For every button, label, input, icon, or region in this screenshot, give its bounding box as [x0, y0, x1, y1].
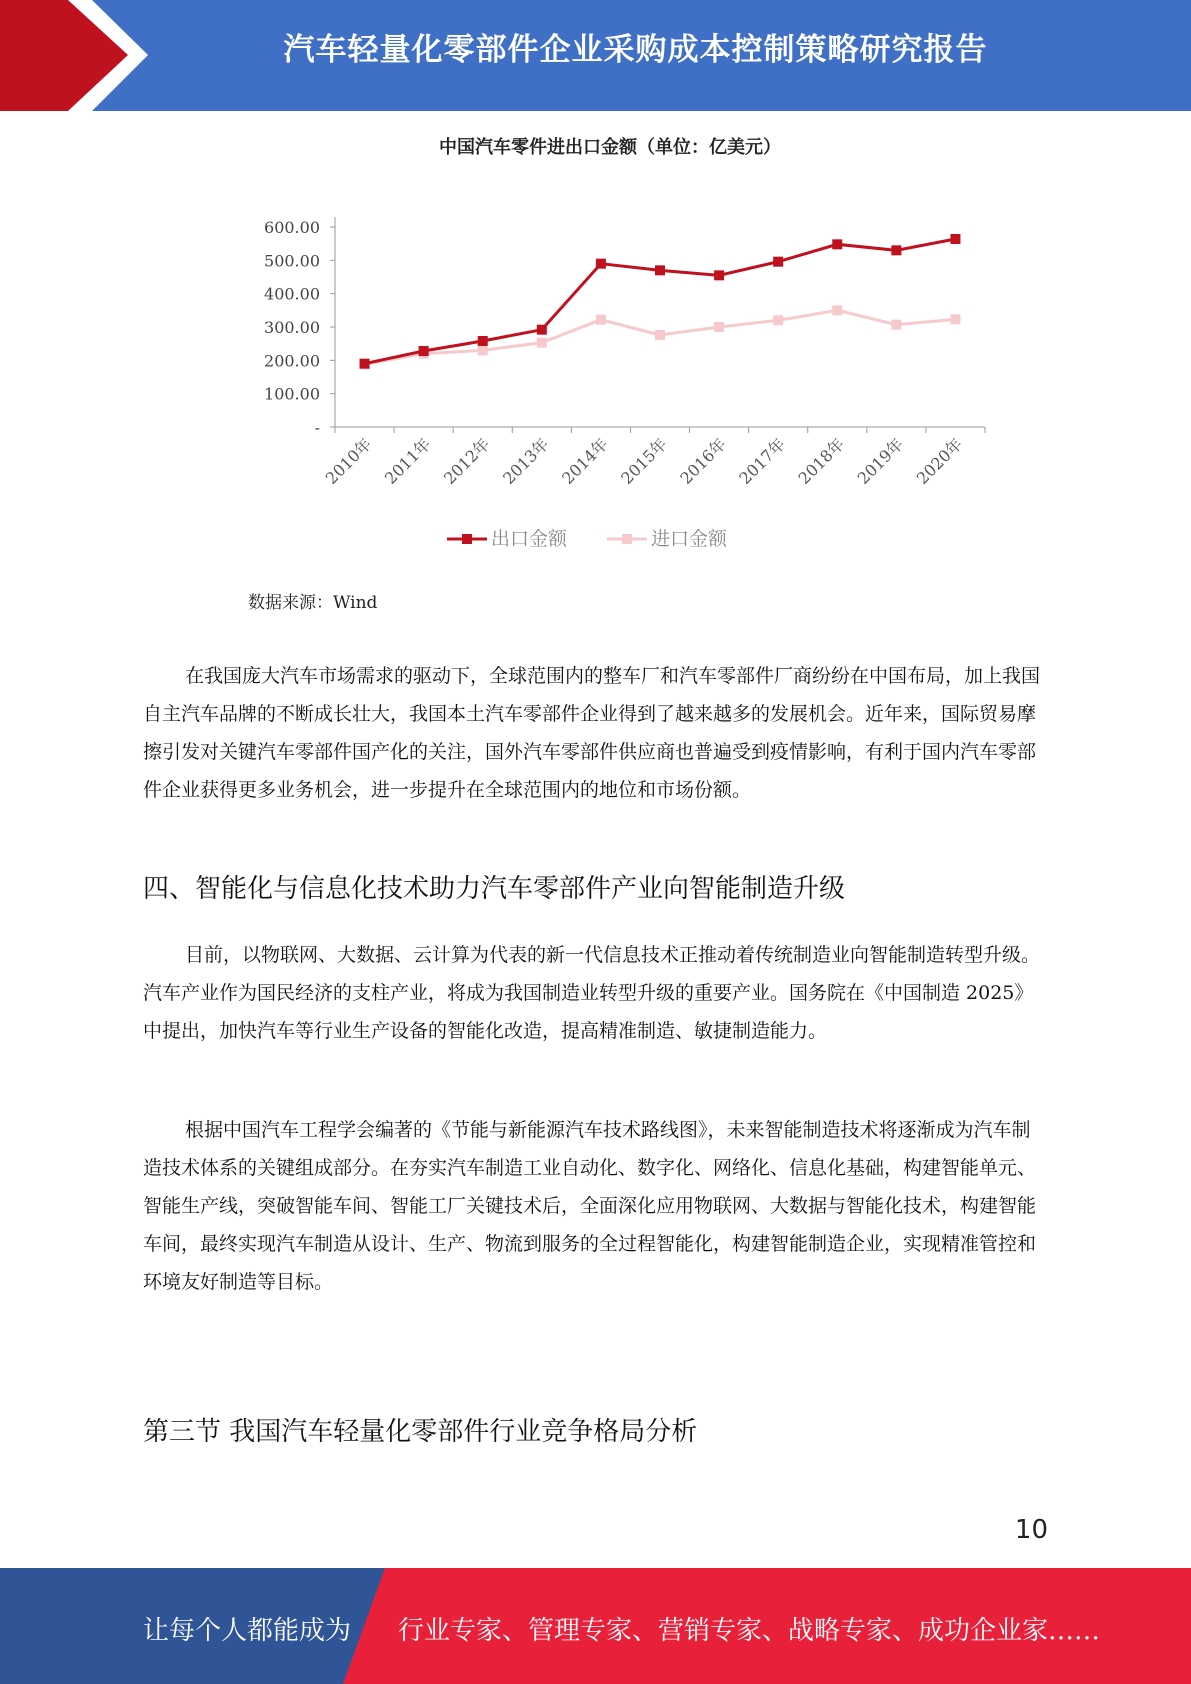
- data-point: [596, 315, 606, 325]
- x-tick-label: 2011年: [380, 434, 435, 488]
- x-tick-label: 2015年: [617, 434, 671, 488]
- data-point: [537, 338, 547, 348]
- trade-chart: [200, 135, 1020, 575]
- y-tick-label: 400.00: [264, 284, 320, 304]
- data-point: [773, 315, 783, 325]
- y-tick-label: 500.00: [264, 251, 320, 271]
- data-point: [891, 245, 901, 255]
- data-point: [714, 270, 724, 280]
- report-title: 汽车轻量化零部件企业采购成本控制策略研究报告: [283, 32, 988, 68]
- page-header: [0, 0, 1191, 111]
- data-source: 数据来源：Wind: [248, 593, 378, 613]
- section-heading-competition: 第三节 我国汽车轻量化零部件行业竞争格局分析: [143, 1417, 698, 1447]
- data-point: [950, 234, 960, 244]
- data-point: [537, 325, 547, 335]
- series-line: [365, 239, 956, 364]
- paragraph-info-tech: 目前，以物联网、大数据、云计算为代表的新一代信息技术正推动着传统制造业向智能制造转型升级。汽车产业作为国民经济的支柱产业，将成为我国制造业转型升级的重要产业。国务院在《中国制造 2025》中提出，加快汽车等行业生产设备的智能化改造，提高精准制造、敏捷制造能力。: [143, 944, 1041, 1042]
- paragraph-roadmap: 根据中国汽车工程学会编著的《节能与新能源汽车技术路线图》，未来智能制造技术将逐渐成为汽车制造技术体系的关键组成部分。在夯实汽车制造工业自动化、数字化、网络化、信息化基础，构建智能单元、智能生产线，突破智能车间、智能工厂关键技术后，全面深化应用物联网、大数据与智能化技术，构建智能车间，最终实现汽车制造从设计、生产、物流到服务的全过程智能化，构建智能制造企业，实现精准管控和环境友好制造等目标。: [143, 1119, 1037, 1293]
- data-point: [891, 320, 901, 330]
- data-point: [655, 330, 665, 340]
- data-point: [832, 305, 842, 315]
- data-point: [596, 259, 606, 269]
- y-tick-label: 300.00: [264, 318, 320, 337]
- x-tick-label: 2019年: [853, 434, 908, 488]
- x-tick-label: 2010年: [321, 434, 376, 488]
- x-tick-label: 2012年: [440, 434, 494, 488]
- data-point: [950, 314, 960, 324]
- line-chart-svg: [200, 135, 1020, 575]
- y-tick-label: 100.00: [264, 384, 320, 404]
- data-point: [478, 345, 488, 355]
- data-point: [655, 265, 665, 275]
- x-tick-label: 2016年: [676, 434, 730, 488]
- x-tick-label: 2013年: [499, 434, 553, 488]
- x-tick-label: 2017年: [735, 434, 790, 488]
- footer-slogan-right: 行业专家、管理专家、营销专家、战略专家、成功企业家……: [398, 1616, 1101, 1646]
- legend-label: 出口金额: [491, 528, 568, 550]
- data-point: [478, 336, 488, 346]
- data-point: [714, 322, 724, 332]
- x-tick-label: 2018年: [794, 434, 849, 488]
- data-point: [773, 257, 783, 267]
- page-number: 10: [1014, 1515, 1048, 1545]
- x-tick-label: 2014年: [558, 434, 612, 488]
- legend-swatch-marker: [462, 534, 472, 544]
- legend-swatch-marker: [622, 534, 632, 544]
- legend-label: 进口金额: [651, 528, 728, 550]
- data-point: [360, 359, 370, 369]
- section-heading-intelligent: 四、智能化与信息化技术助力汽车零部件产业向智能制造升级: [143, 874, 846, 904]
- data-point: [419, 346, 429, 356]
- y-tick-label: 200.00: [264, 351, 320, 371]
- header-chevron-decoration: [0, 0, 160, 111]
- x-tick-label: 2020年: [912, 434, 967, 488]
- paragraph-market: 在我国庞大汽车市场需求的驱动下，全球范围内的整车厂和汽车零部件厂商纷纷在中国布局，加上我国自主汽车品牌的不断成长壮大，我国本土汽车零部件企业得到了越来越多的发展机会。近年来，国际贸易摩擦引发对关键汽车零部件国产化的关注，国外汽车零部件供应商也普遍受到疫情影响，有利于国内汽车零部件企业获得更多业务机会，进一步提升在全球范围内的地位和市场份额。: [143, 665, 1041, 801]
- y-tick-label: -: [314, 418, 320, 437]
- footer-slogan-left: 让每个人都能成为: [143, 1616, 352, 1646]
- chart-title: 中国汽车零件进出口金额（单位：亿美元）: [439, 137, 781, 158]
- y-tick-label: 600.00: [264, 218, 320, 237]
- data-point: [832, 239, 842, 249]
